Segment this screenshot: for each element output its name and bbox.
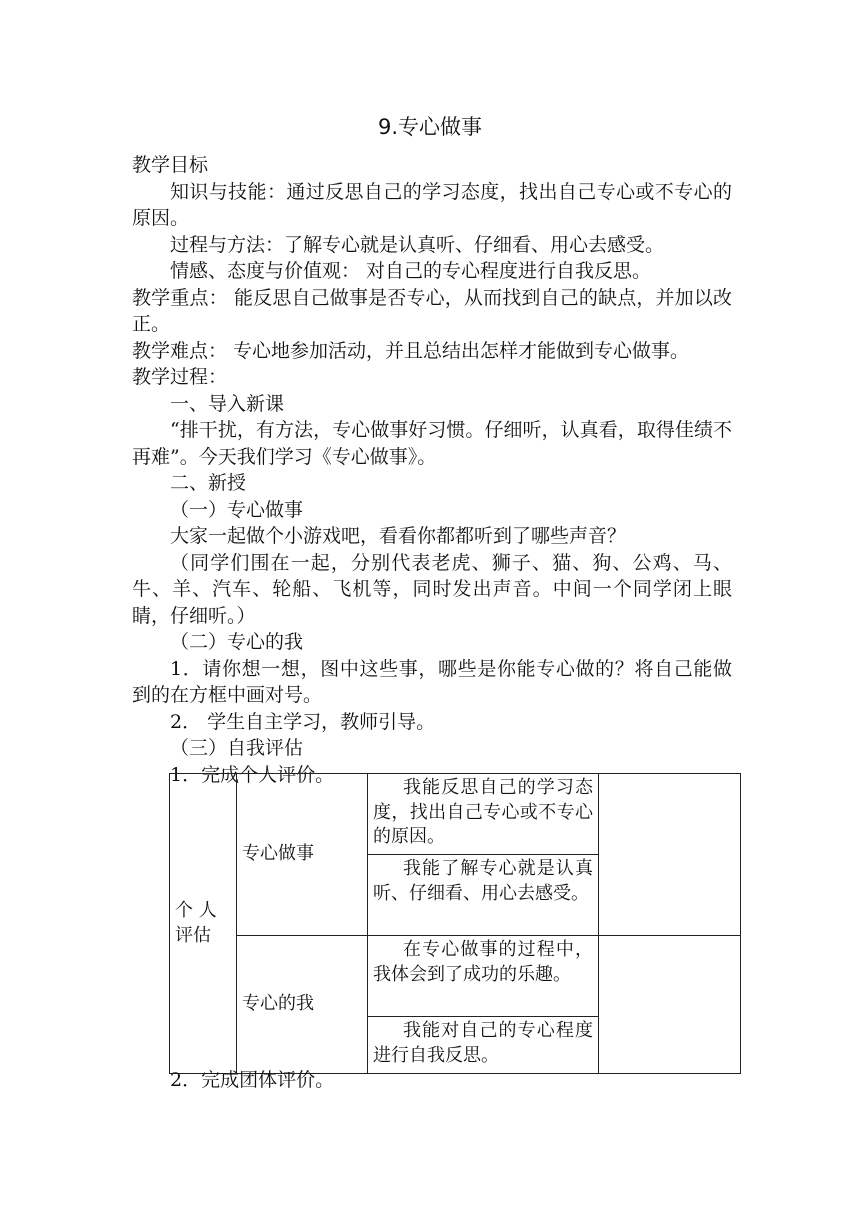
paragraph-emotion-values: 情感、态度与价值观： 对自己的专心程度进行自我反思。 (170, 260, 652, 282)
table-item-cell: 在专心做事的过程中，我体会到了成功的乐趣。 (368, 936, 599, 1017)
section-heading-process: 教学过程： (132, 366, 228, 388)
table-row (170, 774, 741, 855)
table-row (170, 936, 741, 1017)
paragraph-knowledge-skills: 知识与技能：通过反思自己的学习态度，找出自己专心或不专心的原因。 (132, 180, 732, 229)
paragraph-intro-quote: “排干扰，有方法，专心做事好习惯。仔细听，认真看，取得佳绩不再难”。今天我们学习《专心做事》。 (132, 419, 732, 468)
table-item-cell: 我能了解专心就是认真听、仔细看、用心去感受。 (368, 855, 599, 936)
paragraph-difficulties: 教学难点： 专心地参加活动，并且总结出怎样才能做到专心做事。 (132, 339, 690, 362)
paragraph-game: 大家一起做个小游戏吧，看看你都都听到了哪些声音？ (170, 525, 627, 547)
paragraph-group-eval: 2．完成团体评价。 (170, 1069, 335, 1091)
paragraph-process-method: 过程与方法：了解专心就是认真听、仔细看、用心去感受。 (170, 233, 665, 256)
subheading-new-lesson: 二、新授 (170, 472, 247, 494)
table-score-cell (599, 936, 741, 1074)
table-score-cell (599, 774, 741, 936)
paragraph-step-1: 1．请你想一想，图中这些事，哪些是你能专心做的？将自己能做到的在方框中画对号。 (132, 657, 732, 706)
paragraph-game-detail: （同学们围在一起，分别代表老虎、狮子、猫、狗、公鸡、马、牛、羊、汽车、轮船、飞机等，同时发出声音。中间一个同学闭上眼睛，仔细听。） (132, 551, 732, 627)
table-label-cell: 个 人评估 (170, 774, 237, 1074)
table-item-cell: 我能反思自己的学习态度，找出自己专心或不专心的原因。 (368, 774, 599, 855)
paragraph-individual-eval: 1．完成个人评价。 (170, 763, 335, 786)
subheading-intro: 一、导入新课 (170, 392, 285, 415)
table-item-cell: 我能对自己的专心程度进行自我反思。 (368, 1017, 599, 1074)
table-category-cell: 专心的我 (237, 936, 368, 1074)
subheading-focused-me: （二）专心的我 (170, 631, 304, 653)
document-body-after-table (132, 1067, 732, 1094)
paragraph-step-2: 2． 学生自主学习，教师引导。 (170, 710, 436, 733)
section-heading-objectives: 教学目标 (132, 154, 209, 176)
subheading-focus-work: （一）专心做事 (170, 498, 304, 521)
document-title: 9.专心做事 (377, 115, 483, 139)
subheading-self-assessment: （三）自我评估 (170, 737, 304, 759)
table-category-cell: 专心做事 (237, 774, 368, 936)
evaluation-table (169, 773, 741, 1074)
paragraph-key-points: 教学重点： 能反思自己做事是否专心，从而找到自己的缺点，并加以改正。 (132, 286, 732, 335)
document-body (132, 152, 732, 788)
